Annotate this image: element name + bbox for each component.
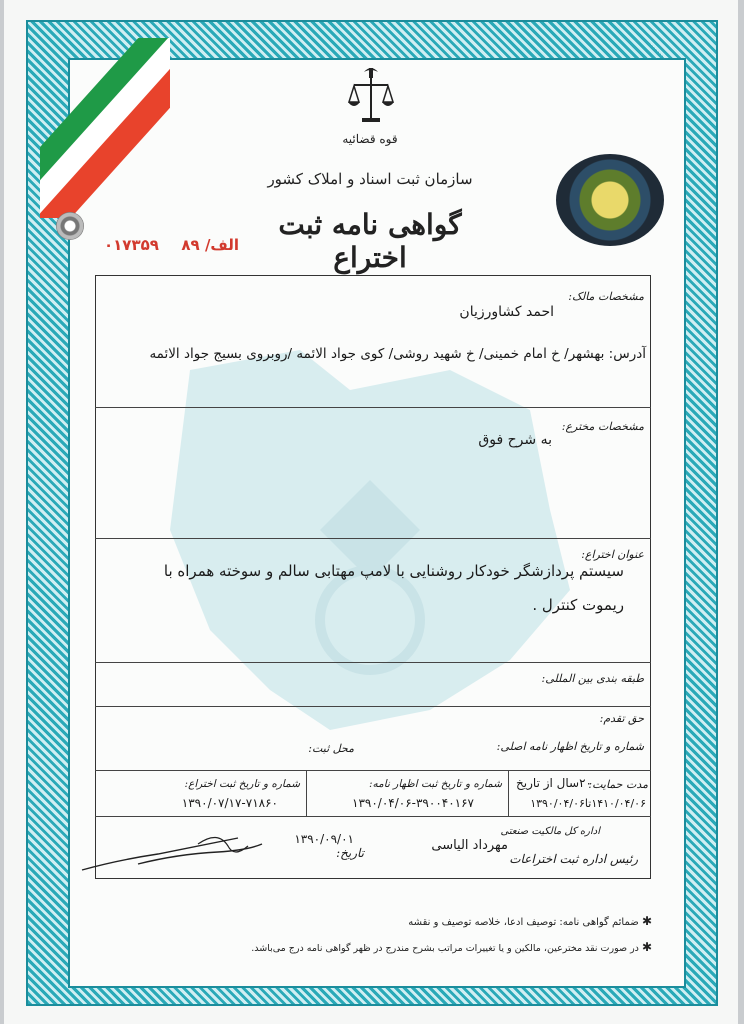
scales-of-justice-emblem-icon [348,64,394,134]
divider [95,706,651,707]
place-label: محل ثبت: [308,742,354,755]
owner-name: احمد کشاورزیان [459,304,554,320]
grommet-icon [56,212,84,240]
registration-label: شماره و تاریخ ثبت اختراع: [184,778,300,790]
hologram-seal-icon [556,154,664,246]
footnote-attachments-text: ضمائم گواهی نامه: توصیف ادعا، خلاصه توصیف و نقشه [408,917,639,928]
serial-number [104,236,239,254]
bullet-icon: ✱ [641,914,652,928]
invention-label: عنوان اختراع: [581,548,644,561]
bullet-icon: ✱ [641,940,652,954]
protection-value: ۲۰سال از تاریخ [516,776,592,790]
footnote-attachments [408,914,652,928]
column-divider [306,770,307,816]
classification-label: طبقه بندی بین المللی: [541,672,644,685]
registration-value: ۱۳۹۰/۰۷/۱۷-۷۱۸۶۰ [181,796,278,810]
iran-flag-icon [40,38,170,218]
priority-label: حق تقدم: [599,712,644,725]
serial-digits: ۰۱۷۳۵۹ [104,236,159,254]
footnote-changes [92,940,652,954]
divider [95,816,651,817]
protection-label: مدت حمایت: [588,778,648,791]
owner-label: مشخصات مالک: [568,290,644,303]
divider [95,662,651,663]
inventor-label: مشخصات مخترع: [561,420,644,433]
column-divider [508,770,509,816]
application-value: ۱۳۹۰/۰۴/۰۶-۳۹۰۰۴۰۱۶۷ [352,796,474,810]
application-label: شماره و تاریخ ثبت اظهار نامه: [369,778,502,790]
divider [95,770,651,771]
certificate-title: گواهی نامه ثبت اختراع [278,208,462,274]
invention-title-line1: سیستم پردازشگر خودکار روشنایی با لامپ مهتابی سالم و سوخته همراه با [163,562,624,580]
inventor-value: به شرح فوق [478,432,552,448]
owner-address: آدرس: بهشهر/ خ امام خمینی/ خ شهید روشی/ کوی جواد الائمه /روبروی بسیج جواد الائمه [149,346,646,362]
invention-title-line2: ریموت کنترل . [532,596,624,614]
signature-date: ۱۳۹۰/۰۹/۰۱ [294,832,354,846]
handwritten-signature [78,824,268,880]
signatory-name: مهرداد الیاسی [431,838,508,853]
footnote-changes-text: در صورت نقد مخترعین، مالکین و یا تغییرات مراتب بشرح مندرج در ظهر گواهی نامه درج می‌باشد. [251,943,639,954]
divider [95,407,651,408]
declaration-label: شماره و تاریخ اظهار نامه اصلی: [496,740,644,753]
protection-range: ۱۴۱۰/۰۴/۰۶تا۱۳۹۰/۰۴/۰۶ [530,797,646,810]
signatory-role: رئیس اداره ثبت اختراعات [509,852,638,866]
serial-series: الف/ ۸۹ [181,236,240,254]
divider [95,538,651,539]
organization-title: سازمان ثبت اسناد و املاک کشور [267,170,473,188]
date-label: تاریخ: [336,846,364,860]
signatory-office: اداره کل مالکیت صنعتی [500,826,600,837]
judiciary-title: قوه قضائیه [342,132,398,146]
